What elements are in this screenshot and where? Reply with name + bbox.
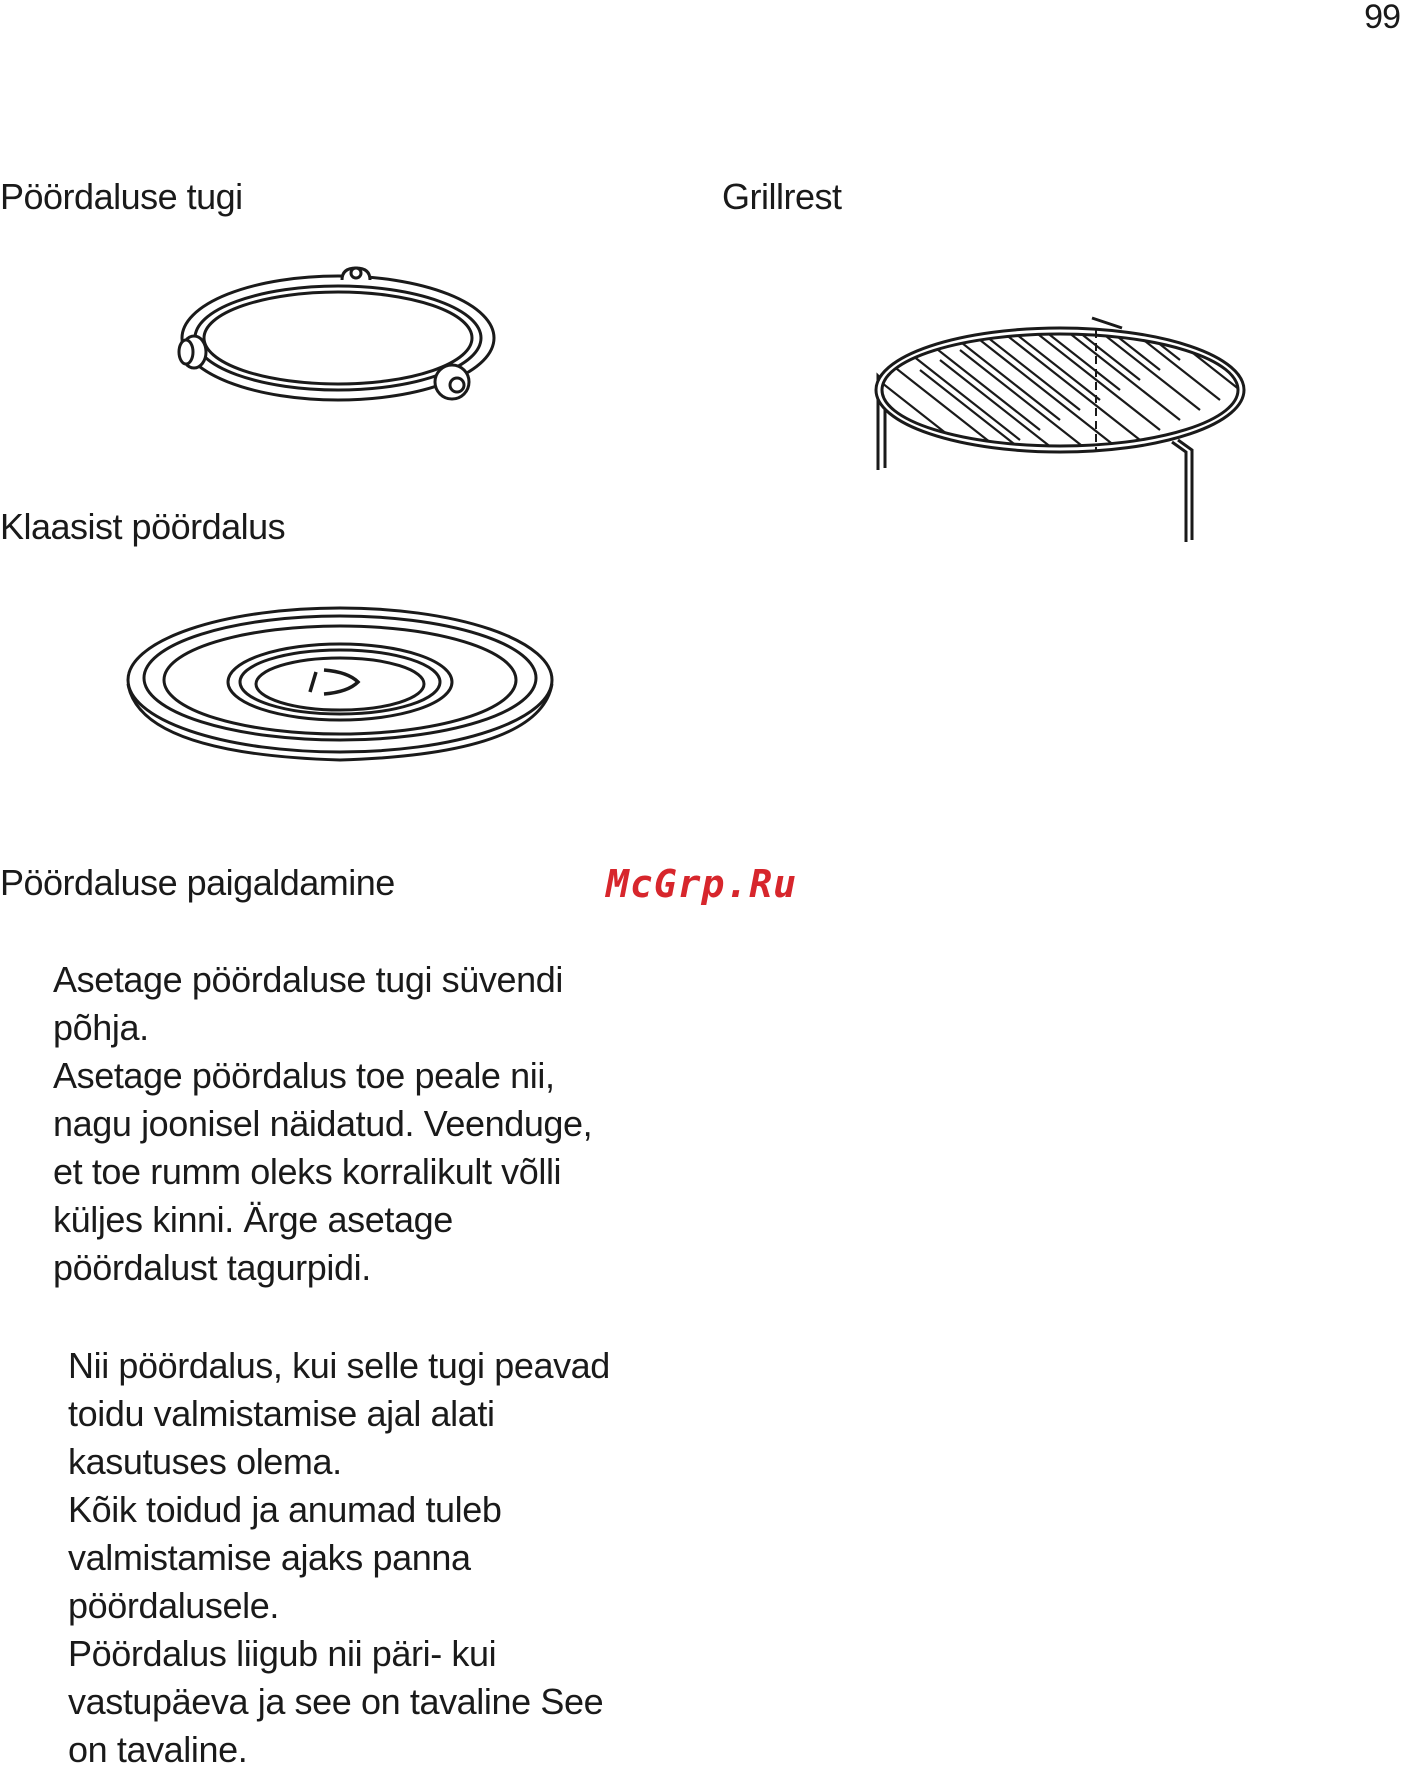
- heading-grill-rack: Grillrest: [722, 176, 842, 217]
- glass-plate-icon: [120, 598, 560, 768]
- instructions-line: küljes kinni. Ärge asetage: [53, 1199, 453, 1240]
- heading-installation: Pöördaluse paigaldamine: [0, 862, 395, 903]
- notes-line: Nii pöördalus, kui selle tugi peavad: [68, 1345, 610, 1386]
- notes-line: valmistamise ajaks panna: [68, 1537, 471, 1578]
- heading-turntable-support: Pöördaluse tugi: [0, 176, 243, 217]
- grill-rack-icon: [860, 310, 1260, 550]
- notes-line: Kõik toidud ja anumad tuleb: [68, 1489, 502, 1530]
- instructions-line: Asetage pöördalus toe peale nii,: [53, 1055, 555, 1096]
- notes-line: kasutuses olema.: [68, 1441, 342, 1482]
- notes-line: toidu valmistamise ajal alati: [68, 1393, 495, 1434]
- notes-line: pöördalusele.: [68, 1585, 279, 1626]
- notes-line: Pöördalus liigub nii päri- kui: [68, 1633, 497, 1674]
- page-number: 99: [1364, 0, 1400, 36]
- instructions-line: nagu joonisel näidatud. Veenduge,: [53, 1103, 593, 1144]
- heading-glass-turntable: Klaasist pöördalus: [0, 506, 286, 547]
- instructions-line: et toe rumm oleks korralikult võlli: [53, 1151, 562, 1192]
- instructions-line: pöördalust tagurpidi.: [53, 1247, 371, 1288]
- instructions-paragraph: [53, 956, 592, 1292]
- ring-support-icon: [170, 262, 510, 412]
- notes-paragraph: [68, 1342, 610, 1774]
- watermark-logo: McGrp.Ru: [606, 862, 798, 906]
- instructions-line: põhja.: [53, 1007, 149, 1048]
- notes-line: on tavaline.: [68, 1729, 248, 1770]
- notes-line: vastupäeva ja see on tavaline See: [68, 1681, 604, 1722]
- instructions-line: Asetage pöördaluse tugi süvendi: [53, 959, 563, 1000]
